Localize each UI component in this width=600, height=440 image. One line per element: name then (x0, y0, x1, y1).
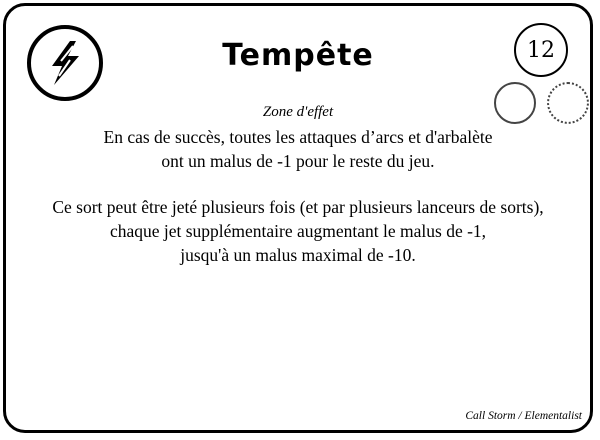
effect-line: Ce sort peut être jeté plusieurs fois (et par plusieurs lanceurs de sorts), (52, 197, 544, 217)
effect-paragraph-2 (6, 195, 590, 267)
spell-card (3, 3, 593, 433)
card-number: 12 (527, 37, 555, 63)
effect-line: ont un malus de -1 pour le reste du jeu. (161, 151, 435, 171)
card-title: Tempête (222, 38, 374, 73)
effect-type-label: Zone d'effet (262, 104, 334, 120)
effect-line: jusqu'à un malus maximal de -10. (180, 245, 416, 265)
effect-line: chaque jet supplémentaire augmentant le malus de -1, (109, 221, 487, 241)
effect-paragraph-1 (6, 125, 590, 173)
effect-line: En cas de succès, toutes les attaques d’arcs et d'arbalète (103, 127, 493, 147)
card-number-badge (514, 23, 568, 77)
card-footer-credit: Call Storm / Elementalist (465, 410, 582, 422)
